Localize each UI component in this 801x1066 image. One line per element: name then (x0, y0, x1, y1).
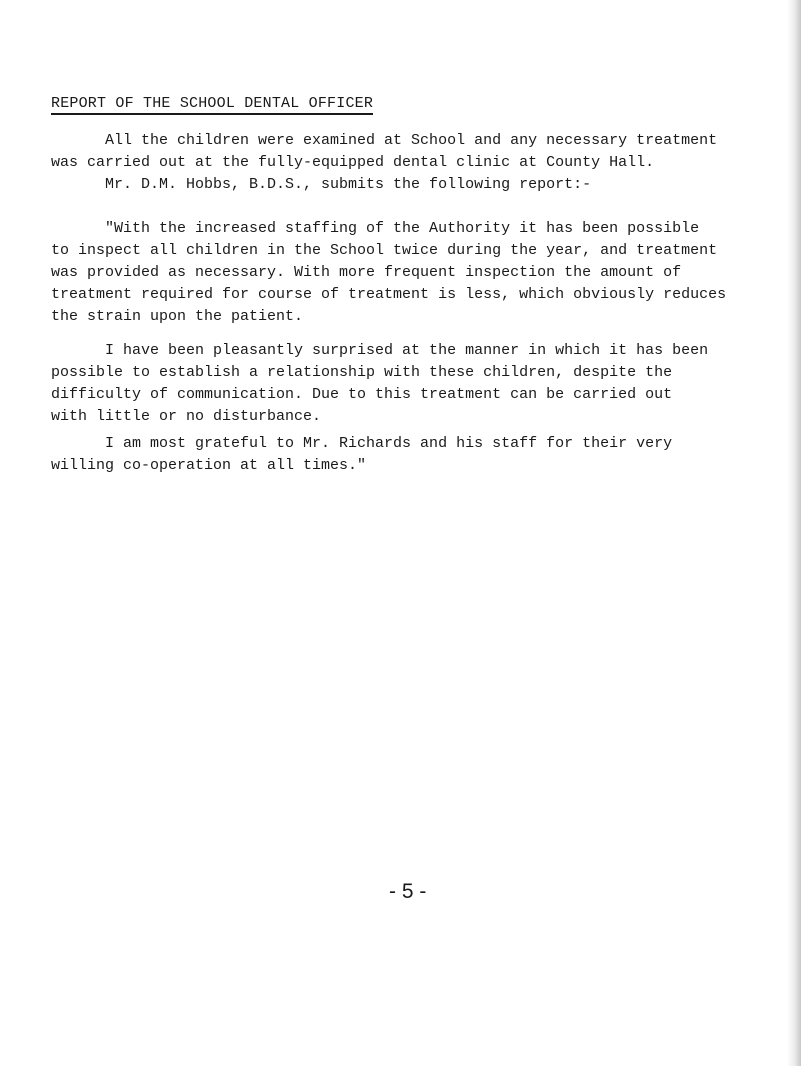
paragraph-line: was carried out at the fully-equipped dental clinic at County Hall. (51, 154, 655, 171)
paragraph-line: I am most grateful to Mr. Richards and his staff for their very (51, 435, 673, 452)
page-edge-shadow (787, 0, 801, 1066)
paragraph-relationship (51, 340, 771, 428)
paragraph-line: willing co-operation at all times." (51, 457, 367, 474)
paragraph-line: All the children were examined at School and any necessary treatment (51, 132, 718, 149)
paragraph-gratitude (51, 433, 771, 477)
paragraph-line: I have been pleasantly surprised at the manner in which it has been (51, 342, 709, 359)
paragraph-line: Mr. D.M. Hobbs, B.D.S., submits the following report:- (51, 176, 592, 193)
paragraph-line: was provided as necessary. With more frequent inspection the amount of (51, 264, 682, 281)
paragraph-line: with little or no disturbance. (51, 408, 322, 425)
paragraph-examination (51, 130, 771, 174)
paragraph-line: to inspect all children in the School twice during the year, and treatment (51, 242, 718, 259)
paragraph-staffing (51, 218, 771, 328)
paragraph-line: possible to establish a relationship with these children, despite the (51, 364, 673, 381)
report-heading: REPORT OF THE SCHOOL DENTAL OFFICER (51, 95, 373, 115)
paragraph-line: treatment required for course of treatment is less, which obviously reduces (51, 286, 727, 303)
paragraph-line: the strain upon the patient. (51, 308, 304, 325)
page-number: - 5 - (389, 880, 427, 903)
paragraph-report-intro (51, 174, 771, 196)
paragraph-line: difficulty of communication. Due to this treatment can be carried out (51, 386, 673, 403)
paragraph-line: "With the increased staffing of the Authority it has been possible (51, 220, 700, 237)
